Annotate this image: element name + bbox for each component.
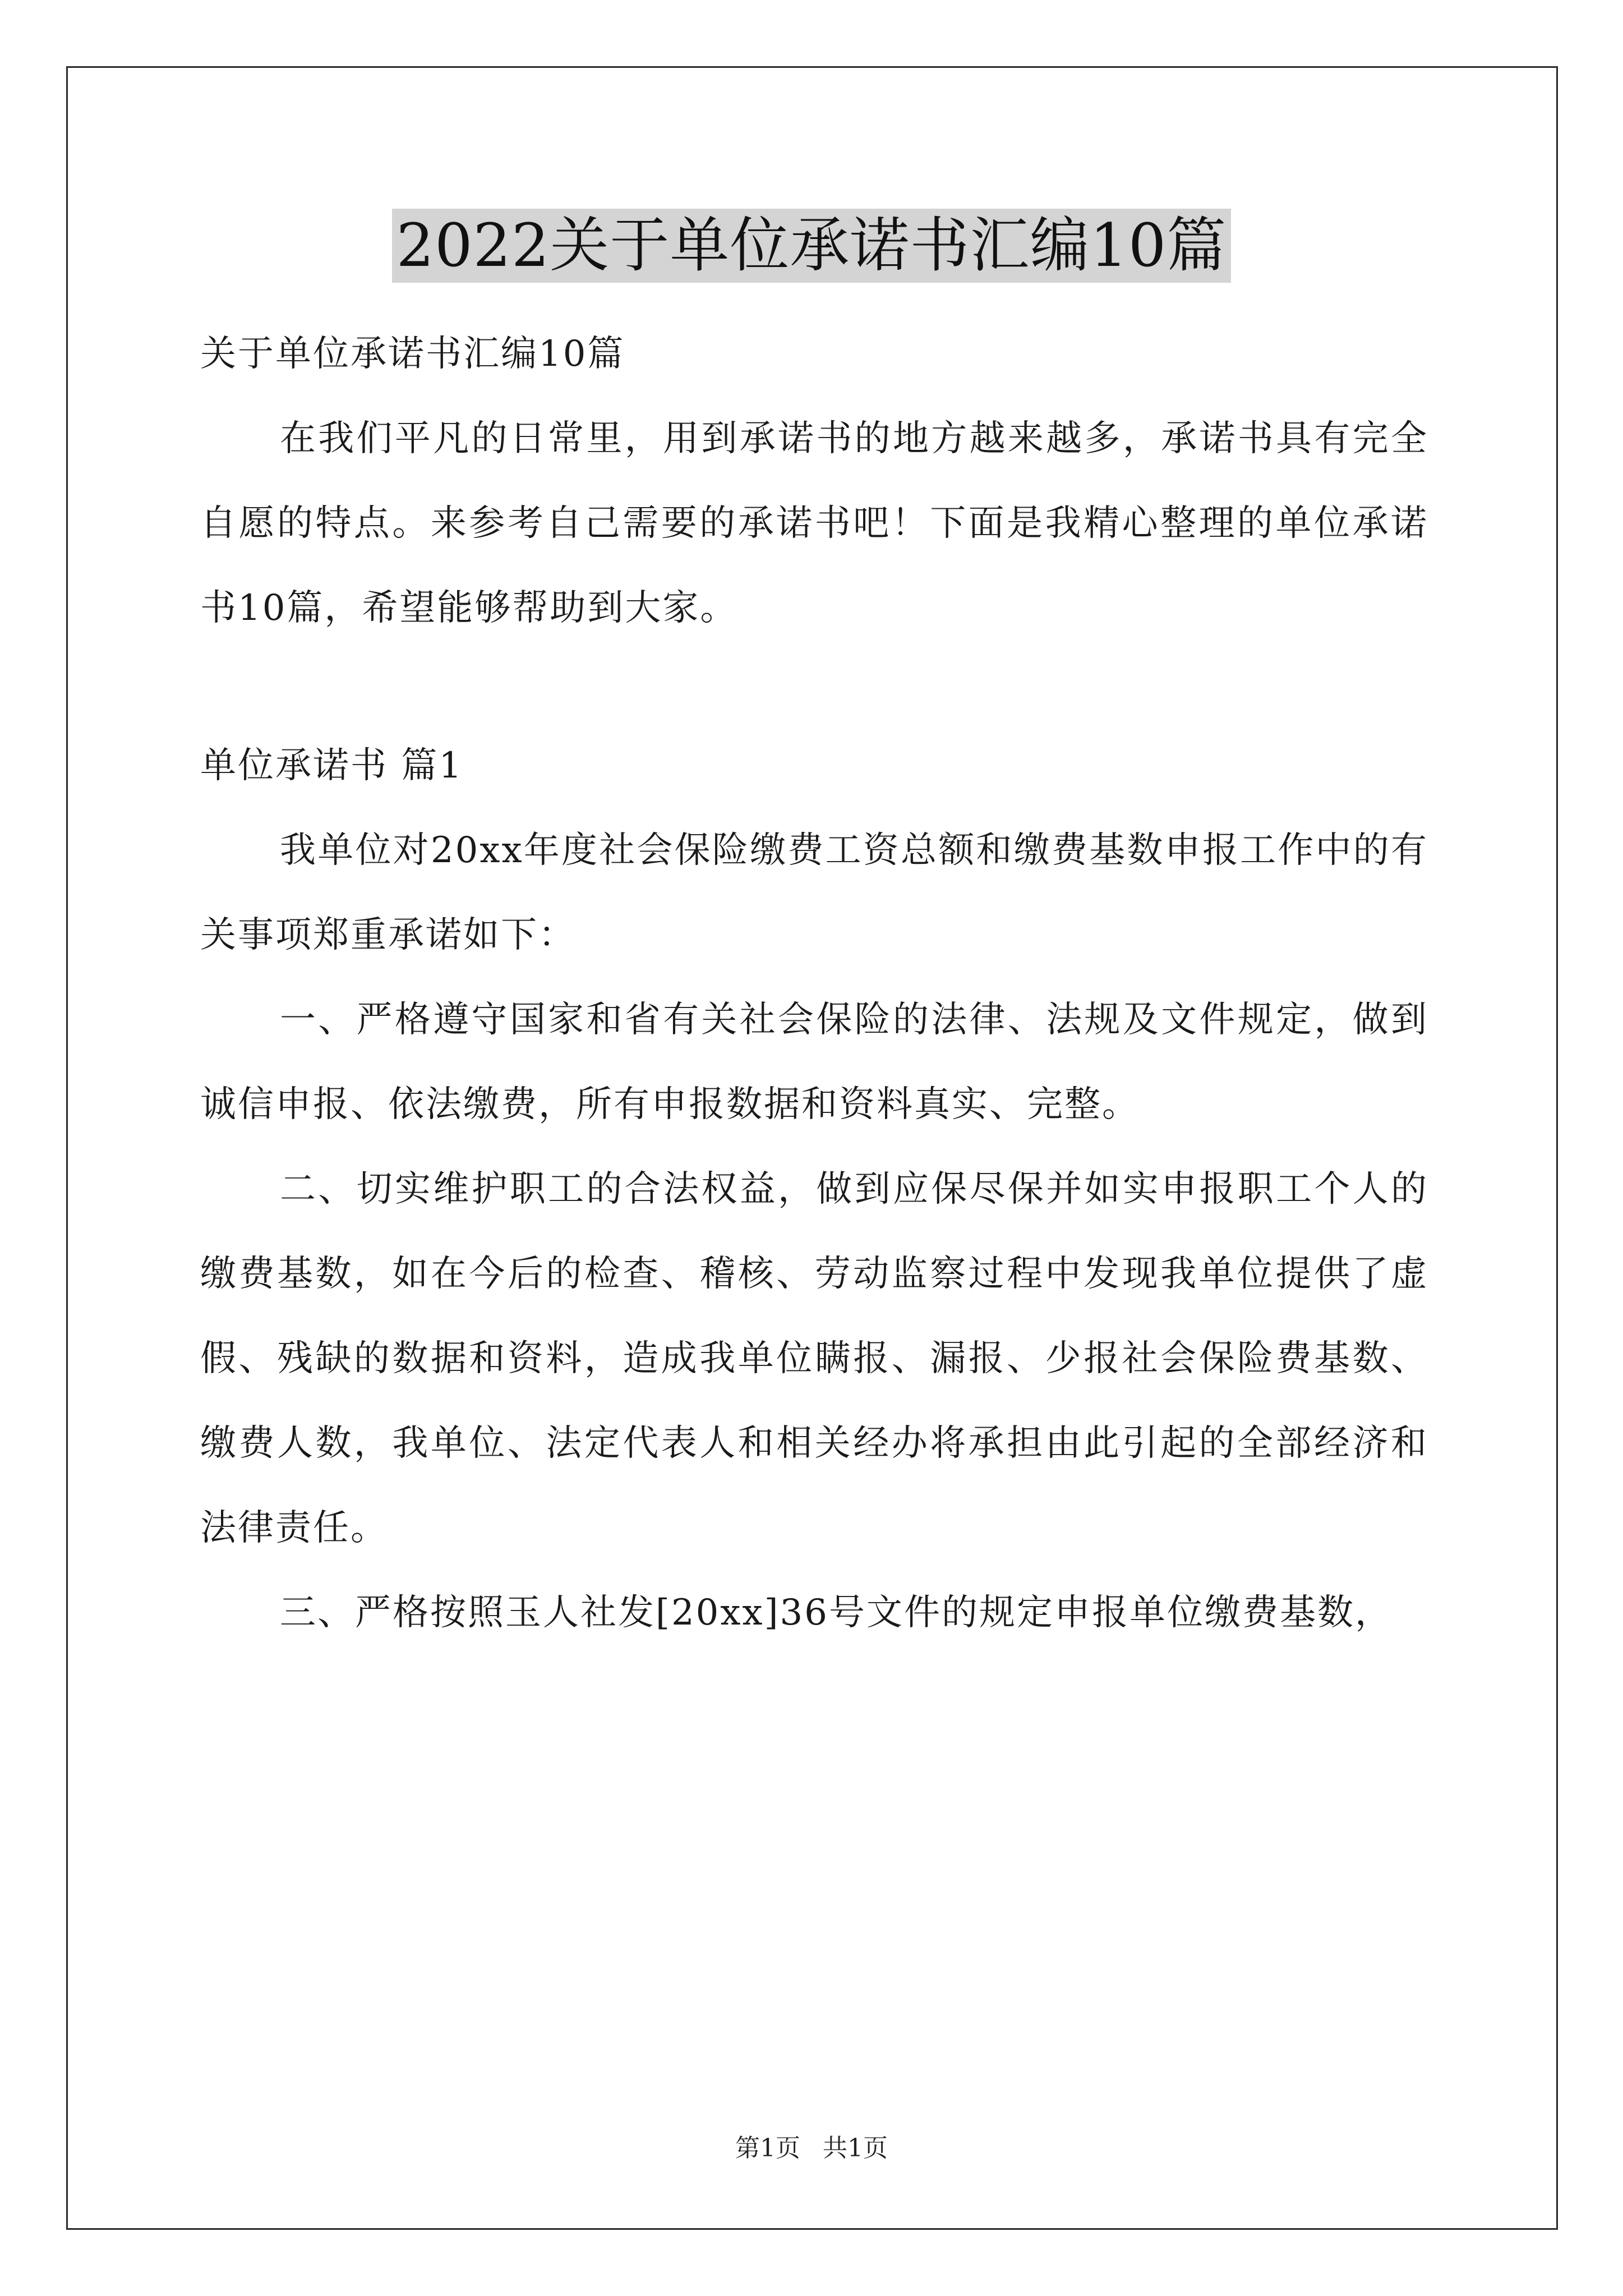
subtitle-paragraph: 关于单位承诺书汇编10篇 <box>200 333 625 375</box>
page-footer <box>0 2132 1623 2165</box>
page-total: 共1页 <box>823 2134 888 2162</box>
document-title: 2022关于单位承诺书汇编10篇 <box>392 209 1232 283</box>
body-paragraph: 二、切实维护职工的合法权益，做到应保尽保并如实申报职工个人的缴费基数，如在今后的检查、稽核、劳动监察过程中发现我单位提供了虚假、残缺的数据和资料，造成我单位瞒报、漏报、少报社会保险费基数、缴费人数，我单位、法定代表人和相关经办将承担由此引起的全部经济和法律责任。 <box>200 1168 1428 1549</box>
page-number: 第1页 <box>735 2134 800 2162</box>
intro-paragraph: 在我们平凡的日常里，用到承诺书的地方越来越多，承诺书具有完全自愿的特点。来参考自己需要的承诺书吧！下面是我精心整理的单位承诺书10篇，希望能够帮助到大家。 <box>200 418 1428 629</box>
document-body <box>200 312 1428 1655</box>
section-heading: 单位承诺书 篇1 <box>200 745 464 786</box>
body-paragraph: 一、严格遵守国家和省有关社会保险的法律、法规及文件规定，做到诚信申报、依法缴费，所有申报数据和资料真实、完整。 <box>200 999 1428 1125</box>
title-container <box>0 209 1623 283</box>
body-paragraph: 三、严格按照玉人社发[20xx]36号文件的规定申报单位缴费基数， <box>280 1592 1393 1634</box>
body-paragraph: 我单位对20xx年度社会保险缴费工资总额和缴费基数申报工作中的有关事项郑重承诺如下： <box>200 830 1428 956</box>
